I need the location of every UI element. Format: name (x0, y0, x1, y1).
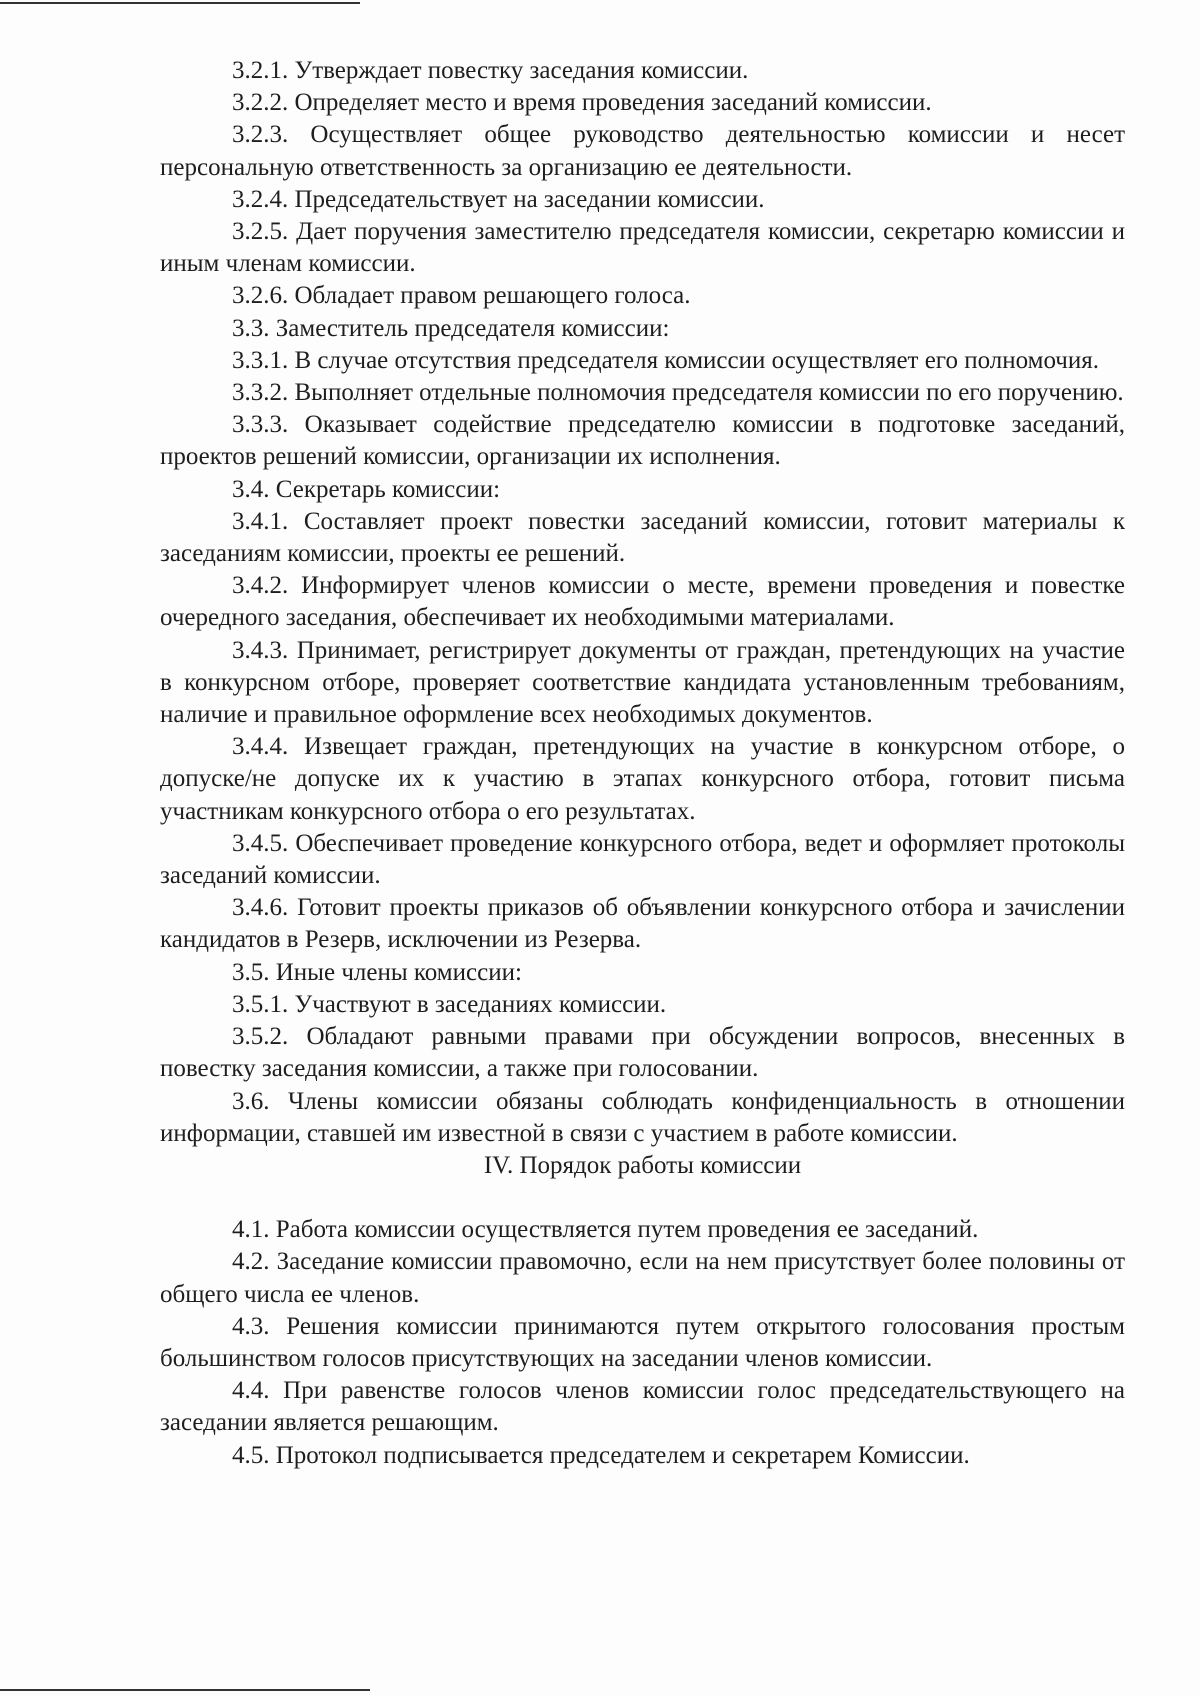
paragraph-3-2-3: 3.2.3. Осуществляет общее руководство деятельностью комиссии и несет персональную ответственность за организацию ее деятельности. (160, 121, 1125, 181)
paragraph-3-5-1: 3.5.1. Участвуют в заседаниях комиссии. (232, 990, 667, 1018)
paragraph-3-4-4: 3.4.4. Извещает граждан, претендующих на участие в конкурсном отборе, о допуске/не допуске их к участию в этапах конкурсного отбора, готовит письма участникам конкурсного отбора о его результатах. (160, 733, 1125, 825)
paragraph-3-3: 3.3. Заместитель председателя комиссии: (232, 314, 670, 342)
scan-edge-line-top (0, 2, 360, 4)
paragraph-4-3: 4.3. Решения комиссии принимаются путем открытого голосования простым большинством голосов присутствующих на заседании членов комиссии. (160, 1312, 1125, 1372)
document-body (160, 55, 1125, 1472)
paragraph-3-6: 3.6. Члены комиссии обязаны соблюдать конфиденциальность в отношении информации, ставшей им известной в связи с участием в работе комиссии. (160, 1087, 1125, 1147)
section-4-paragraphs (160, 1214, 1125, 1472)
paragraph-3-3-3: 3.3.3. Оказывает содействие председателю комиссии в подготовке заседаний, проектов решений комиссии, организации их исполнения. (160, 411, 1125, 471)
paragraph-3-3-1: 3.3.1. В случае отсутствия председателя комиссии осуществляет его полномочия. (232, 346, 1099, 374)
paragraph-4-1: 4.1. Работа комиссии осуществляется путем проведения ее заседаний. (232, 1216, 979, 1244)
paragraph-3-4-1: 3.4.1. Составляет проект повестки заседаний комиссии, готовит материалы к заседаниям комиссии, проекты ее решений. (160, 507, 1125, 568)
paragraph-4-2: 4.2. Заседание комиссии правомочно, если на нем присутствует более половины от общего числа ее членов. (160, 1248, 1125, 1308)
paragraph-4-5: 4.5. Протокол подписывается председателем и секретарем Комиссии. (232, 1441, 970, 1469)
paragraph-3-3-2: 3.3.2. Выполняет отдельные полномочия председателя комиссии по его поручению. (232, 379, 1124, 407)
paragraph-3-2-5: 3.2.5. Дает поручения заместителю председателя комиссии, секретарю комиссии и иным членам комиссии. (160, 218, 1125, 278)
paragraph-3-5: 3.5. Иные члены комиссии: (232, 958, 522, 986)
section-3-paragraphs (160, 55, 1125, 1150)
paragraph-3-2-2: 3.2.2. Определяет место и время проведения заседаний комиссии. (232, 89, 932, 117)
scan-edge-line-bottom (0, 1689, 370, 1691)
paragraph-3-2-1: 3.2.1. Утверждает повестку заседания комиссии. (232, 57, 749, 84)
paragraph-4-4: 4.4. При равенстве голосов членов комиссии голос председательствующего на заседании является решающим. (160, 1377, 1125, 1437)
paragraph-3-4-3: 3.4.3. Принимает, регистрирует документы от граждан, претендующих на участие в конкурсном отборе, проверяет соответствие кандидата установленным требованиям, наличие и правильное оформление всех необходимых документов. (160, 636, 1125, 729)
paragraph-3-5-2: 3.5.2. Обладают равными правами при обсуждении вопросов, внесенных в повестку заседания комиссии, а также при голосовании. (160, 1023, 1125, 1083)
paragraph-3-2-4: 3.2.4. Председательствует на заседании комиссии. (232, 185, 765, 213)
paragraph-3-4-2: 3.4.2. Информирует членов комиссии о месте, времени проведения и повестке очередного заседания, обеспечивает их необходимыми материалами. (160, 572, 1125, 632)
section-heading: IV. Порядок работы комиссии (483, 1151, 802, 1179)
paragraph-3-2-6: 3.2.6. Обладает правом решающего голоса. (232, 282, 691, 310)
paragraph-3-4-5: 3.4.5. Обеспечивает проведение конкурсного отбора, ведет и оформляет протоколы заседаний комиссии. (160, 829, 1125, 890)
paragraph-3-4-6: 3.4.6. Готовит проекты приказов об объявлении конкурсного отбора и зачислении кандидатов в Резерв, исключении из Резерва. (160, 894, 1125, 954)
paragraph-3-4: 3.4. Секретарь комиссии: (232, 475, 501, 503)
